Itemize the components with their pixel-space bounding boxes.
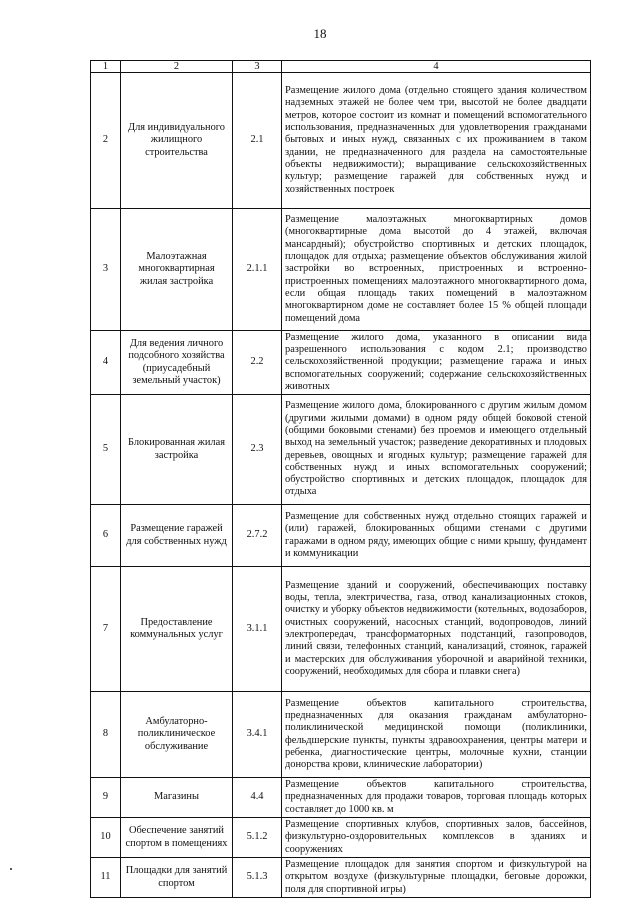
column-header: 4 [282, 61, 591, 73]
row-number: 5 [91, 395, 121, 505]
row-number: 11 [91, 858, 121, 898]
use-type-description: Размещение объектов капитального строительства, предназначенных для оказания гражданам амбулаторно-поликлинической медицинской помощи (поликлиники, фельдшерские пункты, пункты здравоохранения, центры матери и ребенка, диагностические центры, молочные кухни, станции донорства крови, клинические лаборатории) [282, 692, 591, 778]
use-type-name: Блокированная жилая застройка [121, 395, 233, 505]
row-number: 2 [91, 73, 121, 209]
use-type-name: Обеспечение занятий спортом в помещениях [121, 818, 233, 858]
use-type-description: Размещение жилого дома, указанного в описании вида разрешенного использования с кодом 2.1; производство сельскохозяйственной продукции; размещение гаража и иных вспомогательных сооружений; содержание сельскохозяйственных животных [282, 331, 591, 395]
use-type-code: 2.1 [233, 73, 282, 209]
use-type-description: Размещение жилого дома (отдельно стоящего здания количеством надземных этажей не более чем три, высотой не более двадцати метров, которое состоит из комнат и помещений вспомогательного использования, предназначенных для удовлетворения гражданами бытовых и иных нужд, связанных с их проживанием в таком здании, не предназначенного для раздела на самостоятельные объекты недвижимости); выращивание сельскохозяйственных культур; размещение гаражей для собственных нужд и хозяйственных построек [282, 73, 591, 209]
use-type-code: 5.1.3 [233, 858, 282, 898]
use-type-description: Размещение зданий и сооружений, обеспечивающих поставку воды, тепла, электричества, газа, отвод канализационных стоков, очистку и уборку объектов недвижимости (котельных, водозаборов, очистных сооружений, насосных станций, водопроводов, линий электропередач, трансформаторных подстанций, газопроводов, линий связи, телефонных станций, канализаций, стоянок, гаражей и мастерских для обслуживания уборочной и аварийной техники, сооружений, необходимых для сбора и плавки снега) [282, 567, 591, 692]
column-header: 2 [121, 61, 233, 73]
use-type-name: Для индивидуального жилищного строительства [121, 73, 233, 209]
scan-speck [10, 868, 12, 870]
use-type-code: 5.1.2 [233, 818, 282, 858]
row-number: 6 [91, 505, 121, 567]
use-type-name: Магазины [121, 778, 233, 818]
column-header: 1 [91, 61, 121, 73]
table-row [91, 567, 591, 692]
table-row [91, 209, 591, 331]
table-row [91, 505, 591, 567]
use-type-code: 2.3 [233, 395, 282, 505]
table-row [91, 331, 591, 395]
table-row [91, 858, 591, 898]
use-type-name: Амбулаторно-поликлиническое обслуживание [121, 692, 233, 778]
table-row [91, 395, 591, 505]
row-number: 7 [91, 567, 121, 692]
use-type-code: 2.2 [233, 331, 282, 395]
use-type-name: Площадки для занятий спортом [121, 858, 233, 898]
use-type-name: Для ведения личного подсобного хозяйства (приусадебный земельный участок) [121, 331, 233, 395]
use-type-code: 2.1.1 [233, 209, 282, 331]
row-number: 4 [91, 331, 121, 395]
use-type-description: Размещение малоэтажных многоквартирных домов (многоквартирные дома высотой до 4 этажей, включая мансардный); обустройство спортивных и детских площадок, площадок для отдыха; размещение объектов обслуживания жилой застройки во встроенных, пристроенных и встроенно-пристроенных помещениях малоэтажного многоквартирного дома, если общая площадь таких помещений в малоэтажном многоквартирном доме не составляет более 15 % общей площади помещений дома [282, 209, 591, 331]
use-type-code: 3.4.1 [233, 692, 282, 778]
table-row [91, 778, 591, 818]
use-type-code: 4.4 [233, 778, 282, 818]
use-type-code: 2.7.2 [233, 505, 282, 567]
row-number: 10 [91, 818, 121, 858]
page-number: 18 [313, 26, 327, 41]
column-header: 3 [233, 61, 282, 73]
table-row [91, 73, 591, 209]
table-row [91, 692, 591, 778]
use-type-description: Размещение жилого дома, блокированного с другим жилым домом (другими жилыми домами) в одном ряду общей боковой стеной (общими боковыми стенами) без проемов и имеющего отдельный выход на земельный участок; разведение декоративных и плодовых деревьев, овощных и ягодных культур; размещение гаражей для собственных нужд и иных вспомогательных сооружений; обустройство спортивных и детских площадок, площадок для отдыха [282, 395, 591, 505]
use-type-name: Малоэтажная многоквартирная жилая застройка [121, 209, 233, 331]
row-number: 3 [91, 209, 121, 331]
row-number: 9 [91, 778, 121, 818]
use-type-name: Размещение гаражей для собственных нужд [121, 505, 233, 567]
use-type-description: Размещение для собственных нужд отдельно стоящих гаражей и (или) гаражей, блокированных общими стенами с другими гаражами в одном ряду, имеющих общие с ними крышу, фундамент и коммуникации [282, 505, 591, 567]
use-type-name: Предоставление коммунальных услуг [121, 567, 233, 692]
use-type-code: 3.1.1 [233, 567, 282, 692]
row-number: 8 [91, 692, 121, 778]
table-row [91, 818, 591, 858]
use-type-description: Размещение объектов капитального строительства, предназначенных для продажи товаров, торговая площадь которых составляет до 1000 кв. м [282, 778, 591, 818]
use-type-description: Размещение спортивных клубов, спортивных залов, бассейнов, физкультурно-оздоровительных комплексов в зданиях и сооружениях [282, 818, 591, 858]
use-type-description: Размещение площадок для занятия спортом и физкультурой на открытом воздухе (физкультурные площадки, беговые дорожки, поля для спортивной игры) [282, 858, 591, 898]
table-header-row [91, 61, 591, 73]
land-use-table [90, 60, 591, 898]
